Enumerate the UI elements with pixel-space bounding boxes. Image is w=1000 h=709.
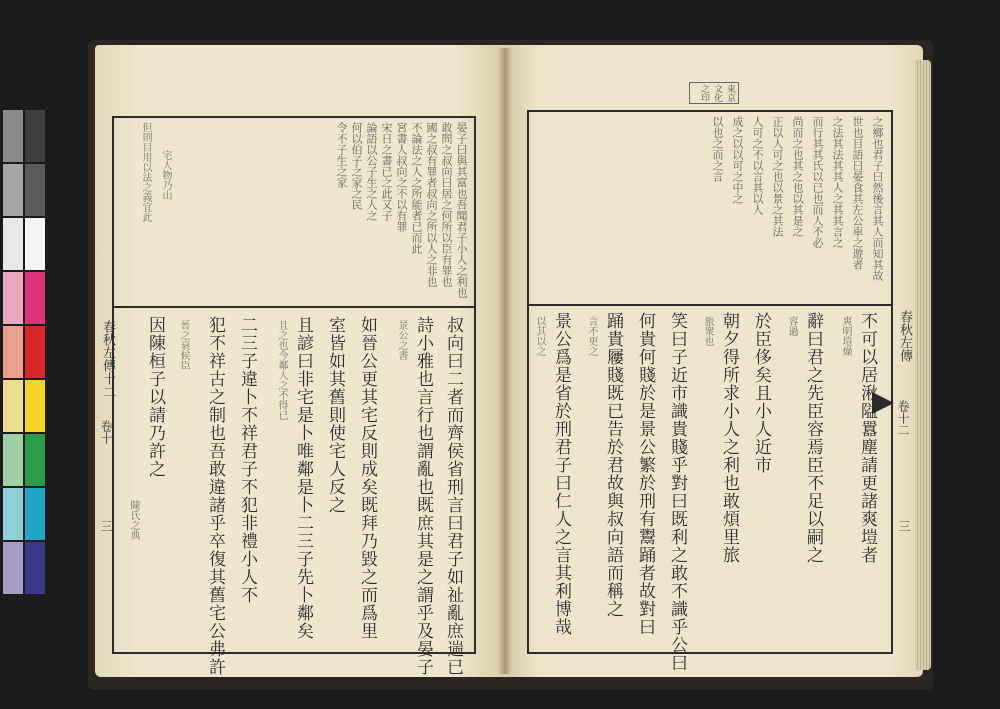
right-main-col-8: 景公爲是省於刑君子曰仁人之言其利博哉 <box>551 312 571 636</box>
right-main-note-4: 言不更之 <box>586 316 597 356</box>
right-upper-col-6: 正以人可之也以景之其法 <box>771 116 784 237</box>
right-upper-col-7: 人可之不以言其以人 <box>751 116 764 215</box>
left-upper-col-9: 令不子生之家 <box>335 122 348 188</box>
left-main-note-1: 景公之書 <box>396 320 407 360</box>
left-page-divider <box>112 306 476 308</box>
right-upper-col-1: 之鄉也君子曰然後言其人而知其故 <box>871 116 884 281</box>
left-upper-col-2: 敢問之叔向曰居之何所以臣有罪也 <box>440 122 453 287</box>
left-main-col-2: 詩小雅也言行也謂亂也既庶其是之謂乎及晏子 <box>413 316 433 676</box>
right-main-col-6: 何貴何賤於是景公繁於刑有鬻踊者故對曰 <box>635 312 655 636</box>
right-main-col-2: 辭曰君之先臣容焉臣不足以嗣之 <box>803 312 823 564</box>
left-main-col-1: 叔向曰二者而齊侯省刑言曰君子如祉亂庶遄已 <box>443 316 463 676</box>
left-margin-title: 春秋左傳十二 <box>100 320 115 398</box>
left-main-note-4: 陳氏之典 <box>128 500 139 540</box>
right-upper-col-4: 而行其其氏以已也而人不必 <box>811 116 824 248</box>
right-upper-col-5: 尚而之也其之也以其是之 <box>791 116 804 237</box>
left-main-col-5: 且諺曰非宅是卜唯鄰是卜二三子先卜鄰矣 <box>293 316 313 640</box>
left-main-col-6: 二三子違卜不祥君子不犯非禮小人不 <box>237 316 257 604</box>
right-main-col-3: 於臣侈矣且小人近市 <box>751 312 771 474</box>
left-main-note-2: 且之也今鄰人之不得已 <box>276 320 287 420</box>
right-main-note-2: 容過 <box>786 316 797 336</box>
right-margin-title: 春秋左傳 <box>897 310 912 362</box>
right-upper-col-3: 之法其法其其人之其其言之 <box>831 116 844 248</box>
left-upper-note-2: 但則目用以法之義宜此 <box>140 122 151 222</box>
page-stack-edge <box>915 60 931 670</box>
left-upper-col-3: 國之叔有罪者叔向之所以人之非也 <box>425 122 438 287</box>
left-upper-col-5: 宮書人叔向之不以有罪 <box>395 122 408 232</box>
left-upper-col-1: 晏子曰與其富也吾聞君子小人之利也 <box>455 122 468 298</box>
left-margin-volume: 卷十 <box>99 420 113 444</box>
color-checker-strip <box>3 110 47 600</box>
left-main-col-4: 室皆如其舊則使宅人反之 <box>325 316 345 514</box>
right-main-note-5: 以其以之 <box>534 316 545 356</box>
right-main-note-1: 爽明塏燥 <box>840 316 851 356</box>
left-main-note-3: 晉之衰候臣 <box>178 320 189 370</box>
left-main-col-3: 如晉公更其宅反則成矣既拜乃毀之而爲里 <box>357 316 377 640</box>
right-margin-volume: 卷十二 <box>896 400 910 436</box>
right-page-divider <box>527 304 893 306</box>
right-upper-col-2: 世也目語曰晏食其左公車之遊者 <box>851 116 864 270</box>
left-upper-col-6: 宋日之書已之此又子 <box>380 122 393 221</box>
right-main-col-7: 踊貴屨賤既已告於君故與叔向語而稱之 <box>603 312 623 618</box>
right-main-col-5: 笑曰子近市識貴賤乎對曰既利之敢不識乎公曰 <box>667 312 687 672</box>
right-folio: 三 <box>897 520 911 532</box>
right-upper-col-8: 成之以以可之中之 <box>731 116 744 204</box>
left-upper-col-7: 論語以公子生之人之 <box>365 122 378 221</box>
book-gutter <box>498 48 512 674</box>
left-upper-note-1: 宅人物乃山 <box>160 150 171 200</box>
left-main-col-7: 犯不祥古之制也吾敢違諸乎卒復其舊宅公弗許 <box>205 316 225 676</box>
right-main-col-4: 朝夕得所求小人之利也敢煩里旅 <box>719 312 739 564</box>
right-upper-col-9: 以也之而之言 <box>711 116 724 182</box>
left-folio: 三 <box>99 520 113 532</box>
left-upper-col-8: 何以伯子之家之民 <box>350 122 363 210</box>
library-stamp: 東京文化之印 <box>689 82 739 104</box>
left-upper-col-4: 不論法之人之所能者已而此 <box>410 122 423 254</box>
left-main-col-8: 因陳桓子以請乃許之 <box>145 316 165 478</box>
right-main-note-3: 旅衆也 <box>702 316 713 346</box>
right-main-col-1: 不可以居湫隘囂塵請更諸爽塏者 <box>857 312 877 564</box>
